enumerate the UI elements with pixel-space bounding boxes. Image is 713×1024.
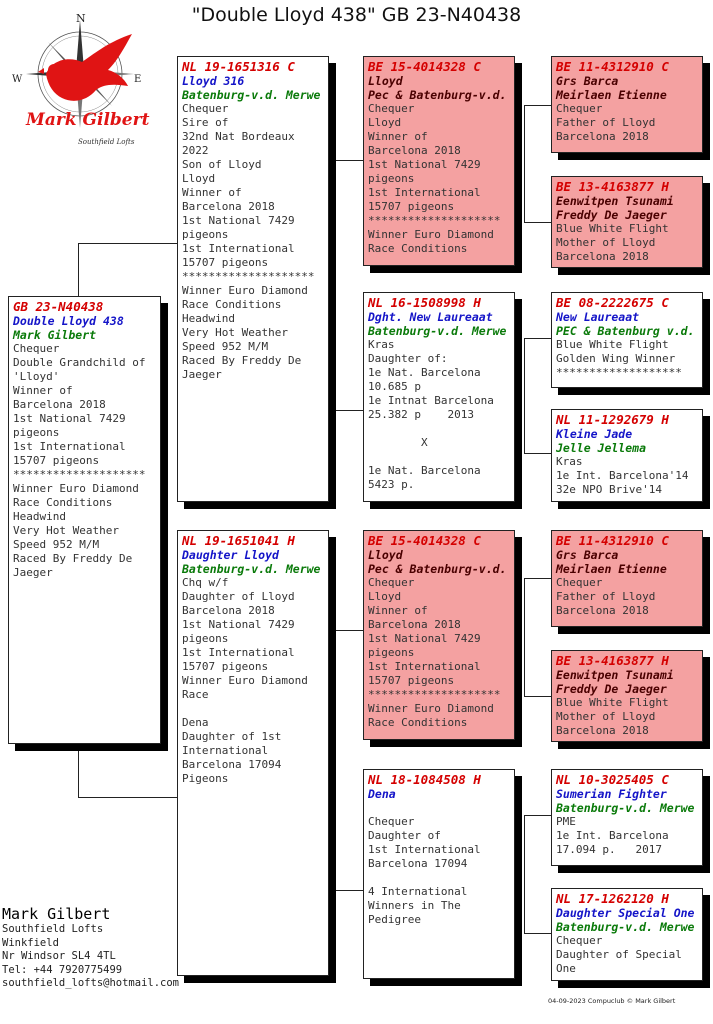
description-line: Father of Lloyd [556, 116, 656, 129]
description-line [368, 422, 510, 436]
pedigree-box-dam-dam [363, 769, 515, 979]
description-line [368, 450, 510, 464]
pedigree-box-dam-sire [363, 530, 515, 740]
description-line: Winner Euro Diamond [182, 674, 308, 687]
description-line: Golden Wing Winner [556, 352, 676, 365]
description-line: Blue White Flight [556, 222, 669, 235]
description-line: Winner Euro Diamond [182, 284, 308, 297]
ring-number: NL 19-1651041 H [182, 533, 295, 548]
description-line: Kras [368, 338, 395, 351]
description-line: 25.382 p 2013 [368, 408, 474, 421]
description-line: 1e Nat. Barcelona [368, 366, 481, 379]
description-line: pigeons [368, 646, 415, 659]
ring-number: BE 13-4163877 H [556, 179, 669, 194]
description-line: Barcelona 2018 [368, 618, 461, 631]
description [556, 102, 698, 144]
ring-number: NL 16-1508998 H [368, 295, 481, 310]
description-line: One [556, 962, 576, 975]
description-line: 1e Int. Barcelona'14 [556, 469, 689, 482]
pigeon-name: Kleine Jade [556, 427, 633, 441]
owner-line: Nr Windsor SL4 4TL [2, 950, 116, 962]
description [368, 576, 510, 730]
description-line: 1e Int. Barcelona [556, 829, 669, 842]
breeder-name: Meirlaen Etienne [556, 562, 667, 576]
description-line: Pedigree [368, 913, 421, 926]
ring-number: BE 11-4312910 C [556, 533, 669, 548]
description-line: Jaeger [182, 368, 222, 381]
owner-line: Southfield Lofts [2, 923, 104, 935]
description-line: Raced By Freddy De [182, 354, 302, 367]
description-line: Jaeger [13, 566, 53, 579]
breeder-name: Meirlaen Etienne [556, 88, 667, 102]
description-line: pigeons [368, 172, 415, 185]
description-line: Mother of Lloyd [556, 236, 656, 249]
description-line: 1st International [13, 440, 126, 453]
description-line: 2022 [182, 144, 209, 157]
pigeon-name: Sumerian Fighter [556, 787, 667, 801]
connector [524, 105, 552, 106]
owner-phone: Tel: +44 7920775499 [2, 963, 123, 976]
description-line: Winner of [368, 604, 428, 617]
description-line: Barcelona 17094 [368, 857, 468, 870]
description-line: 17.094 p. 2017 [556, 843, 662, 856]
description [368, 338, 510, 492]
description-line: Winner of [13, 384, 73, 397]
description-line: Chequer [556, 102, 603, 115]
connector [524, 105, 525, 222]
description-line: 1st National 7429 [368, 158, 481, 171]
pigeon-name: Daughter Special One [556, 906, 695, 920]
description-line: Daughter of Lloyd [182, 590, 295, 603]
description-line: Race [182, 688, 209, 701]
breeder-name: Batenburg-v.d. Merwe [556, 920, 695, 934]
pigeon-name: Grs Barca [556, 548, 619, 562]
connector [334, 630, 335, 890]
description-line: Lloyd [182, 172, 216, 185]
description-line: Chequer [368, 815, 415, 828]
breeder-name: Batenburg-v.d. Merwe [182, 88, 321, 102]
pigeon-name: Dena [368, 787, 396, 801]
description-line: Mother of Lloyd [556, 710, 656, 723]
connector [524, 696, 552, 697]
pedigree-box-subject [8, 296, 161, 744]
description-line: Blue White Flight [556, 696, 669, 709]
description [368, 102, 510, 256]
description [556, 338, 698, 380]
connector [524, 453, 552, 454]
description-line: 1st International [368, 843, 481, 856]
description-line: Headwind [182, 312, 235, 325]
description-line: Daughter of Special [556, 948, 682, 961]
description-line: Winner of [368, 130, 428, 143]
description-line: Chq w/f [182, 576, 229, 589]
ring-number: GB 23-N40438 [13, 299, 104, 314]
logo-sub-text: Southfield Lofts [78, 138, 135, 146]
description-line: 5423 p. [368, 478, 415, 491]
svg-text:N: N [76, 12, 86, 25]
description-line: 1e Intnat Barcelona [368, 394, 494, 407]
pedigree-box-sire-dam [363, 292, 515, 502]
pigeon-name: Dght. New Laureaat [368, 310, 493, 324]
ring-number: NL 19-1651316 C [182, 59, 295, 74]
pedigree-box-sds [551, 292, 703, 388]
owner-contact [2, 905, 202, 991]
description-line: PME [556, 815, 576, 828]
connector [524, 578, 525, 696]
description-line: pigeons [13, 426, 60, 439]
footer-credit: 04-09-2023 Compuclub © Mark Gilbert [548, 997, 676, 1005]
pigeon-name: New Laureaat [556, 310, 640, 324]
description-line: Race Conditions [13, 496, 113, 509]
breeder-name: PEC & Batenburg v.d. [556, 324, 695, 338]
pedigree-box-sire-sire [363, 56, 515, 266]
description-line: Barcelona 2018 [556, 130, 649, 143]
description-line: Winner Euro Diamond [368, 702, 494, 715]
description-line: Winner Euro Diamond [368, 228, 494, 241]
description-line: 1st International [182, 646, 295, 659]
connector [334, 160, 364, 161]
connector [334, 630, 364, 631]
connector [524, 815, 552, 816]
connector [78, 797, 178, 798]
description [556, 815, 698, 857]
description-line: Kras [556, 455, 583, 468]
description-line: 1st National 7429 [13, 412, 126, 425]
description-line [182, 702, 324, 716]
pedigree-box-ddd [551, 888, 703, 981]
pedigree-box-dsd [551, 650, 703, 742]
description-line: 1st National 7429 [182, 214, 295, 227]
owner-email[interactable]: southfield_lofts@hotmail.com [2, 977, 180, 989]
description-line: ******************** [13, 468, 146, 481]
ring-number: NL 18-1084508 H [368, 772, 481, 787]
breeder-name: Batenburg-v.d. Merwe [182, 562, 321, 576]
description-line: Very Hot Weather [182, 326, 288, 339]
description-line: Barcelona 2018 [182, 200, 275, 213]
ring-number: BE 08-2222675 C [556, 295, 669, 310]
pedigree-box-sss [551, 56, 703, 153]
description-line [368, 871, 510, 885]
connector [524, 933, 552, 934]
description-line: Speed 952 M/M [13, 538, 100, 551]
description-line: 1st International [368, 660, 481, 673]
description-line: Double Grandchild of [13, 356, 146, 369]
svg-text:W: W [12, 74, 23, 85]
description-line: ******************** [368, 214, 501, 227]
ring-number: NL 11-1292679 H [556, 412, 669, 427]
description-line: Sire of [182, 116, 229, 129]
logo-brand-text: Mark Gilbert [26, 110, 150, 130]
pigeon-name: Lloyd [368, 548, 403, 562]
description-line: Race Conditions [368, 242, 468, 255]
description-line: Blue White Flight [556, 338, 669, 351]
red-pigeon-icon [38, 34, 132, 101]
description-line: Chequer [182, 102, 229, 115]
description-line: Lloyd [368, 590, 402, 603]
pedigree-box-ssd [551, 176, 703, 268]
connector [334, 160, 335, 410]
description-line: 1st International [182, 242, 295, 255]
description [182, 102, 324, 382]
description-line: Barcelona 2018 [556, 604, 649, 617]
description-line: Barcelona 2018 [556, 724, 649, 737]
ring-number: NL 10-3025405 C [556, 772, 669, 787]
description-line: ******************* [556, 366, 682, 379]
description-line: Barcelona 2018 [13, 398, 106, 411]
ring-number: BE 15-4014328 C [368, 533, 481, 548]
description-line: Daughter of: [368, 352, 448, 365]
description-line: 32e NPO Brive'14 [556, 483, 662, 496]
description-line: pigeons [182, 228, 229, 241]
owner-name: Mark Gilbert [2, 905, 111, 923]
description-line: Race Conditions [182, 298, 282, 311]
description-line: pigeons [182, 632, 229, 645]
breeder-name: Mark Gilbert [13, 328, 97, 342]
description-line: Daughter of [368, 829, 441, 842]
svg-text:E: E [134, 74, 142, 85]
connector [524, 222, 552, 223]
pigeon-name: Eenwitpen Tsunami [556, 668, 674, 682]
breeder-name: Jelle Jellema [556, 441, 647, 455]
connector [524, 578, 552, 579]
pedigree-box-dds [551, 769, 703, 866]
description-line: Father of Lloyd [556, 590, 656, 603]
description [182, 576, 324, 786]
breeder-name: Batenburg-v.d. Merwe [368, 324, 507, 338]
connector [78, 243, 79, 298]
description-line: 15707 pigeons [182, 660, 269, 673]
description-line: Headwind [13, 510, 66, 523]
connector [524, 815, 525, 933]
description-line [368, 801, 510, 815]
description [556, 576, 698, 618]
description-line: 32nd Nat Bordeaux [182, 130, 295, 143]
description-line: 15707 pigeons [368, 674, 455, 687]
description-line: 1e Nat. Barcelona [368, 464, 481, 477]
description-line: Winner Euro Diamond [13, 482, 139, 495]
description [556, 455, 698, 497]
owner-line: Winkfield [2, 936, 59, 949]
description-line: 10.685 p [368, 380, 421, 393]
description-line: Chequer [556, 576, 603, 589]
description-line: Pigeons [182, 772, 229, 785]
description-line: Winners in The [368, 899, 461, 912]
pigeon-name: Daughter Lloyd [182, 548, 279, 562]
description-line: Son of Lloyd [182, 158, 262, 171]
description-line: Winner of [182, 186, 242, 199]
description-line: 15707 pigeons [182, 256, 269, 269]
pedigree-box-dss [551, 530, 703, 627]
description-line: 1st National 7429 [182, 618, 295, 631]
breeder-name: Freddy De Jaeger [556, 682, 667, 696]
pigeon-name: Double Lloyd 438 [13, 314, 124, 328]
ring-number: NL 17-1262120 H [556, 891, 669, 906]
description [368, 801, 510, 927]
description-line: Speed 952 M/M [182, 340, 269, 353]
breeder-name: Pec & Batenburg-v.d. [368, 88, 507, 102]
ring-number: BE 11-4312910 C [556, 59, 669, 74]
description-line: Barcelona 2018 [556, 250, 649, 263]
description-line: Race Conditions [368, 716, 468, 729]
breeder-name: Batenburg-v.d. Merwe [556, 801, 695, 815]
pedigree-box-sire [177, 56, 329, 502]
ring-number: BE 13-4163877 H [556, 653, 669, 668]
connector [524, 338, 552, 339]
description-line: 1st International [368, 186, 481, 199]
description [13, 342, 156, 580]
description-line: Barcelona 2018 [368, 144, 461, 157]
description-line: 1st National 7429 [368, 632, 481, 645]
description-line: Barcelona 2018 [182, 604, 275, 617]
description-line: Daughter of 1st [182, 730, 282, 743]
description-line: Chequer [556, 934, 603, 947]
breeder-name: Freddy De Jaeger [556, 208, 667, 222]
description-line: 15707 pigeons [13, 454, 100, 467]
mark-gilbert-logo [8, 12, 158, 152]
pigeon-name: Eenwitpen Tsunami [556, 194, 674, 208]
description-line: Chequer [13, 342, 60, 355]
description [556, 222, 698, 264]
connector [334, 410, 364, 411]
description-line: 4 International [368, 885, 468, 898]
description-line: Dena [182, 716, 209, 729]
connector [524, 338, 525, 453]
description-line: ******************** [368, 688, 501, 701]
description [556, 934, 698, 976]
pedigree-box-sdd [551, 409, 703, 502]
connector [78, 243, 178, 244]
description-line: Barcelona 17094 [182, 758, 282, 771]
description-line: Lloyd [368, 116, 402, 129]
description-line: Very Hot Weather [13, 524, 119, 537]
connector [334, 890, 364, 891]
description-line: Raced By Freddy De [13, 552, 133, 565]
description-line: 15707 pigeons [368, 200, 455, 213]
description-line: 'Lloyd' [13, 370, 60, 383]
pigeon-name: Grs Barca [556, 74, 619, 88]
connector [78, 744, 79, 798]
description-line: Chequer [368, 576, 415, 589]
pigeon-name: Lloyd [368, 74, 403, 88]
description-line: X [368, 436, 428, 449]
description-line: International [182, 744, 269, 757]
description-line: Chequer [368, 102, 415, 115]
breeder-name: Pec & Batenburg-v.d. [368, 562, 507, 576]
description [556, 696, 698, 738]
pedigree-title: "Double Lloyd 438" GB 23-N40438 [191, 4, 522, 26]
ring-number: BE 15-4014328 C [368, 59, 481, 74]
description-line: ******************** [182, 270, 315, 283]
pigeon-name: Lloyd 316 [182, 74, 245, 88]
